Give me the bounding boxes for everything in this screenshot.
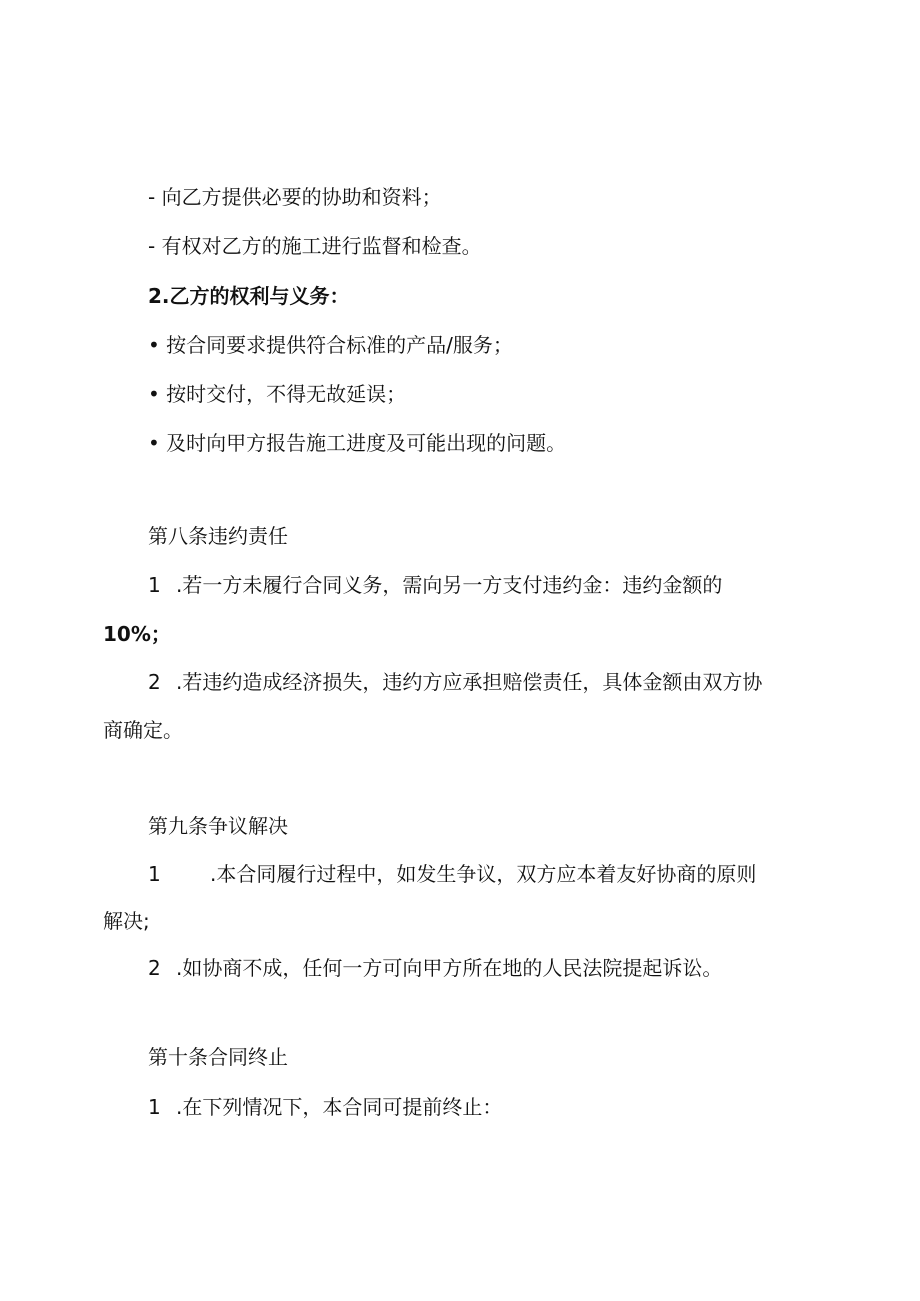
clause-number: 1 (148, 862, 161, 886)
breach-clause-1 (148, 571, 722, 599)
dispute-clause-1-continuation: 解决; (103, 909, 150, 933)
bullet-item-products-services: • 按合同要求提供符合标准的产品/服务； (148, 333, 513, 357)
termination-clause-1 (148, 1093, 502, 1121)
bullet-item-timely-delivery: • 按时交付，不得无故延误； (148, 382, 407, 406)
clause-text: .本合同履行过程中，如发生争议，双方应本着友好协商的原则 (210, 862, 757, 886)
clause-number: 1 (148, 573, 161, 597)
dispute-clause-2 (148, 954, 722, 982)
article-heading-breach-liability: 第八条违约责任 (148, 524, 288, 548)
clause-text: .如协商不成，任何一方可向甲方所在地的人民法院提起诉讼。 (176, 956, 723, 980)
clause-number: 2 (148, 670, 161, 694)
obligation-line-provide-assistance: - 向乙方提供必要的协助和资料； (148, 185, 442, 209)
article-heading-dispute-resolution: 第九条争议解决 (148, 814, 288, 838)
breach-clause-2 (148, 668, 762, 696)
clause-text: .若违约造成经济损失，违约方应承担赔偿责任，具体金额由双方协 (176, 670, 763, 694)
clause-number: 1 (148, 1095, 161, 1119)
bullet-item-report-progress: • 及时向甲方报告施工进度及可能出现的问题。 (148, 431, 567, 455)
clause-number: 2 (148, 956, 161, 980)
breach-clause-1-continuation: 10%； (103, 622, 171, 646)
clause-text: .若一方未履行合同义务，需向另一方支付违约金：违约金额的 (176, 573, 723, 597)
breach-clause-2-continuation: 商确定。 (103, 718, 183, 742)
obligation-line-supervise: - 有权对乙方的施工进行监督和检查。 (148, 234, 482, 258)
dispute-clause-1 (148, 860, 756, 888)
section-heading-party-b-rights: 2.乙方的权利与义务： (148, 284, 350, 308)
clause-text: .在下列情况下，本合同可提前终止： (176, 1095, 503, 1119)
article-heading-termination: 第十条合同终止 (148, 1045, 288, 1069)
